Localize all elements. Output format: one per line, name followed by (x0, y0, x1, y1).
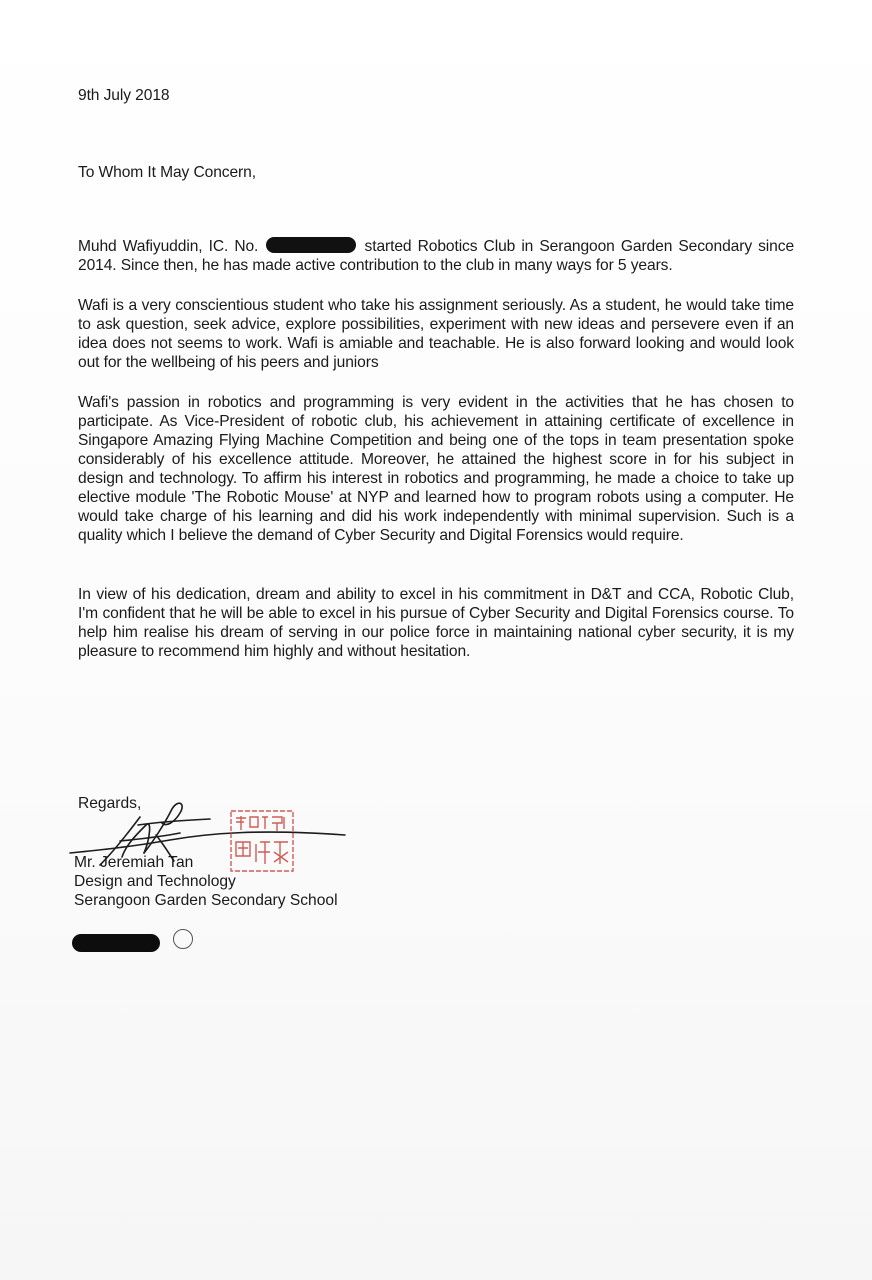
intro-text-start: Muhd Wafiyuddin, IC. No. (78, 238, 259, 255)
paragraph-achievements: Wafi's passion in robotics and programming is very evident in the activities that he has chosen to participate. As Vice-President of robotic club, his achievement in attaining certificate of excellence in Singapore Amazing Flying Machine Competition and being one of the tops in team presentation spoke considerably of his excellence attitude. Moreover, he attained the highest score in for his subject in design and technology. To affirm his interest in robotics and programming, he made a choice to take up elective module 'The Robotic Mouse' at NYP and learned how to program robots using a computer. He would take charge of his learning and did his work independently with minimal supervision. Such is a quality which I believe the demand of Cyber Security and Digital Forensics would require. (78, 394, 794, 544)
circle-mark (173, 929, 193, 949)
signatory-details (74, 853, 338, 910)
intro-text-end: started Robotics Club in Serangoon Garden Secondary since 2014. Since then, he has made active contribution to the club in many ways for 5 years. (78, 238, 795, 274)
signatory-school: Serangoon Garden Secondary School (74, 892, 338, 909)
paragraph-character: Wafi is a very conscientious student who take his assignment seriously. As a student, he would take time to ask question, seek advice, explore possibilities, experiment with new ideas and persevere even if an idea does not seems to work. Wafi is amiable and teachable. He is also forward looking and would look out for the wellbeing of his peers and juniors (78, 297, 794, 371)
regards-text: Regards, (78, 795, 142, 812)
paragraph-intro (78, 237, 794, 275)
signatory-name: Mr. Jeremiah Tan (74, 854, 194, 871)
redacted-ic-number (266, 237, 356, 253)
salutation: To Whom It May Concern, (78, 164, 256, 181)
letter-date: 9th July 2018 (78, 87, 170, 104)
paragraph-recommendation: In view of his dedication, dream and ability to excel in his commitment in D&T and CCA, Robotic Club, I'm confident that he will be able to excel in his pursue of Cyber Security and Digital Forensics course. To help him realise his dream of serving in our police force in maintaining national cyber security, it is my pleasure to recommend him highly and without hesitation. (78, 586, 794, 660)
signatory-department: Design and Technology (74, 873, 236, 890)
redacted-contact (72, 934, 160, 952)
